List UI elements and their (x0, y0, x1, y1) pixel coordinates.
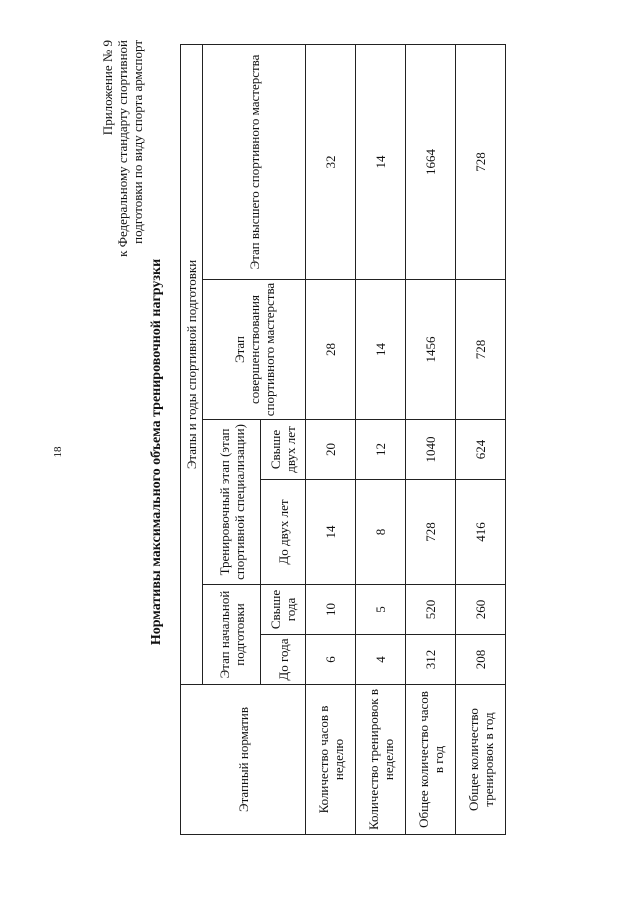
table-row (356, 44, 406, 834)
table-container (180, 45, 505, 835)
table-row (456, 44, 506, 834)
header-initial-over-year: Свыше года (261, 585, 306, 635)
row-label: Количество тренировок в неделю (356, 685, 406, 835)
header-training-up-to-two: До двух лет (261, 480, 306, 585)
row-label: Количество часов в неделю (306, 685, 356, 835)
table-cell: 14 (306, 480, 356, 585)
table-cell: 20 (306, 420, 356, 480)
appendix-line-1: Приложение № 9 (100, 40, 115, 136)
table-cell: 520 (406, 585, 456, 635)
header-training-over-two: Свыше двух лет (261, 420, 306, 480)
table-cell: 260 (456, 585, 506, 635)
table-cell: 12 (356, 420, 406, 480)
table-cell: 1040 (406, 420, 456, 480)
table-cell: 416 (456, 480, 506, 585)
row-label: Общее количество часов в год (406, 685, 456, 835)
header-stage-training: Тренировочный этап (этап спортивной специализации) (203, 420, 261, 585)
table-cell: 728 (406, 480, 456, 585)
table-cell: 208 (456, 635, 506, 685)
training-load-table (180, 44, 506, 835)
table-row (306, 44, 356, 834)
table-cell: 14 (356, 44, 406, 279)
table-title: Нормативы максимального объема тренировочной нагрузки (149, 258, 164, 646)
table-cell: 1664 (406, 44, 456, 279)
table-cell: 28 (306, 280, 356, 420)
table-cell: 728 (456, 280, 506, 420)
appendix-line-3: подготовки по виду спорта армспорт (130, 40, 145, 244)
header-initial-up-to-year: До года (261, 635, 306, 685)
appendix-line-2: к Федеральному стандарту спортивной (115, 40, 130, 257)
table-cell: 624 (456, 420, 506, 480)
table-cell: 5 (356, 585, 406, 635)
header-stage-highest: Этап высшего спортивного мастерства (203, 44, 306, 279)
header-stage-initial: Этап начальной подготовки (203, 585, 261, 685)
table-row (406, 44, 456, 834)
table-cell: 32 (306, 44, 356, 279)
appendix-header (100, 40, 145, 295)
table-cell: 1456 (406, 280, 456, 420)
table-cell: 312 (406, 635, 456, 685)
row-label: Общее количество тренировок в год (456, 685, 506, 835)
page-number: 18 (52, 446, 64, 458)
header-stage-norm: Этапный норматив (181, 685, 306, 835)
header-stages-years: Этапы и годы спортивной подготовки (181, 44, 203, 684)
header-stage-improvement: Этап совершенствования спортивного мастерства (203, 280, 306, 420)
table-cell: 728 (456, 44, 506, 279)
table-cell: 4 (356, 635, 406, 685)
table-cell: 6 (306, 635, 356, 685)
table-cell: 8 (356, 480, 406, 585)
table-cell: 14 (356, 280, 406, 420)
table-cell: 10 (306, 585, 356, 635)
